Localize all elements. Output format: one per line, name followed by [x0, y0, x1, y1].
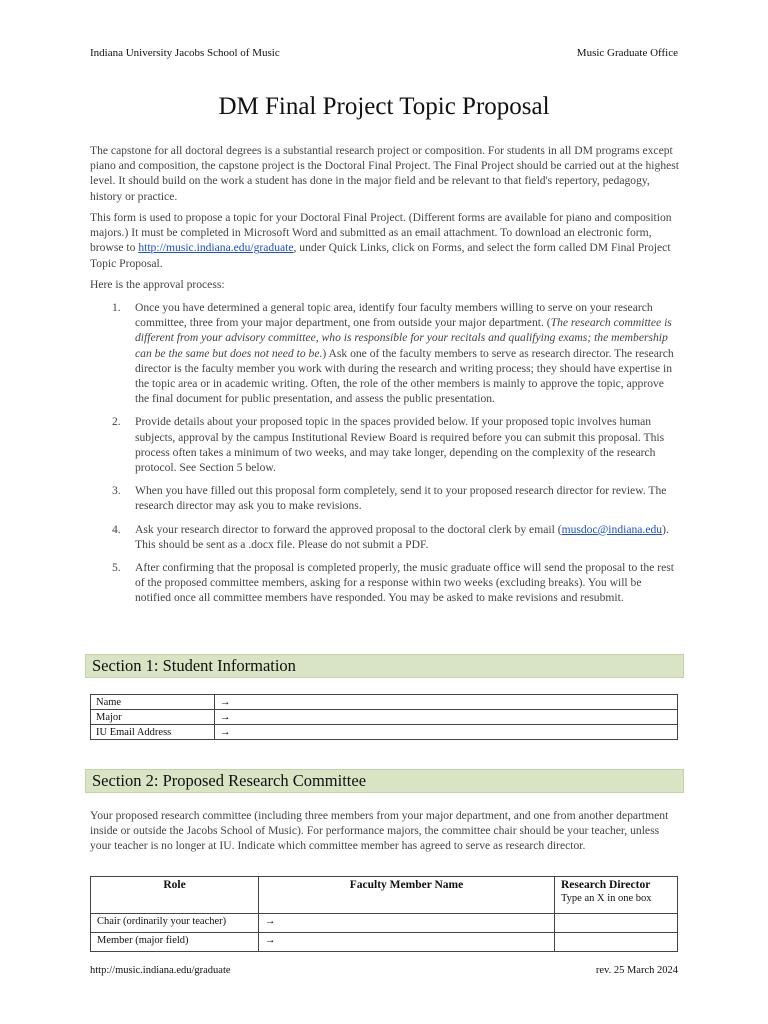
major-field[interactable]: →: [215, 710, 678, 725]
footer-url: http://music.indiana.edu/graduate: [90, 965, 231, 976]
doctoral-clerk-email-link[interactable]: musdoc@indiana.edu: [561, 522, 663, 536]
email-field[interactable]: →: [215, 725, 678, 740]
approval-step-3: [90, 483, 680, 513]
committee-header-row: [91, 877, 678, 914]
research-director-header-label: Research Director: [561, 879, 651, 891]
step-1-italic-note: The research committee is different from your advisory committee, who is responsible for your recitals and qualifying exams; the membership can be the same but does not need to be.: [135, 316, 672, 360]
step-2-text: Provide details about your proposed topic in the spaces provided below. If your proposed topic involves human subjects, approval by the campus Institutional Review Board is required before you can submit this proposal. This process often takes a minimum of two weeks, and may take longer, depending on the complexity of the research protocol. See Section 5 below.: [135, 415, 665, 475]
role-column-header: Role: [91, 877, 259, 914]
step-1-text-after: ) Ask one of the faculty members to serve as research director. The research director is the faculty member you work with during the research and writing process; they should have expertise in the topic area or in academic writing. Often, the role of the other members is mainly to approve the topic, approve the final document for public presentation, and assess the public presentation.: [135, 346, 674, 406]
step-4-text-after: ). This should be sent as a .docx file. Please do not submit a PDF.: [135, 522, 669, 551]
member-name-field[interactable]: →: [259, 933, 555, 952]
table-row: [91, 695, 678, 710]
intro-p2-text-before: This form is used to propose a topic for your Doctoral Final Project. (Different forms are available for piano and composition majors.) It must be completed in Microsoft Word and submitted as an email attachment. To download an electronic form, browse to: [90, 211, 672, 255]
committee-description: Your proposed research committee (including three members from your major department, and one from another department inside or outside the Jacobs School of Music). For performance majors, the committee chair should be your teacher, unless your teacher is no longer at IU. Indicate which committee member has agreed to serve as research director.: [90, 809, 669, 853]
footer-revision-date: rev. 25 March 2024: [595, 965, 678, 976]
member-director-checkbox-cell[interactable]: [555, 933, 678, 952]
research-director-column-header: [555, 877, 678, 914]
committee-table: [90, 876, 678, 952]
name-field[interactable]: →: [215, 695, 678, 710]
table-row: [91, 725, 678, 740]
step-4-text-before: Ask your research director to forward the approved proposal to the doctoral clerk by email (: [135, 522, 562, 536]
table-row: [91, 710, 678, 725]
step-number: 1.: [112, 301, 121, 314]
approval-step-1: [90, 300, 680, 406]
page-title: DM Final Project Topic Proposal: [218, 93, 550, 120]
student-info-table: [90, 694, 678, 740]
step-3-text: When you have filled out this proposal form completely, send it to your proposed research director for review. The research director may ask you to make revisions.: [135, 484, 667, 513]
approval-steps-list: [90, 300, 680, 614]
step-1-text-before: Once you have determined a general topic area, identify four faculty members willing to serve on your research committee, three from your major department, one from outside your major department. (: [135, 301, 653, 330]
name-label: Name: [91, 695, 215, 710]
chair-role-label: Chair (ordinarily your teacher): [91, 914, 259, 933]
faculty-name-column-header: Faculty Member Name: [259, 877, 555, 914]
intro-paragraph-3: Here is the approval process:: [90, 278, 225, 291]
research-director-instruction: Type an X in one box: [561, 893, 652, 904]
table-row: [91, 933, 678, 952]
section-2-heading: Section 2: Proposed Research Committee: [85, 769, 684, 793]
major-label: Major: [91, 710, 215, 725]
step-number: 5.: [112, 561, 121, 575]
approval-step-5: [90, 560, 680, 606]
approval-step-2: [90, 414, 680, 475]
step-number: 2.: [112, 415, 121, 429]
header-institution: Indiana University Jacobs School of Music: [90, 47, 280, 59]
step-5-text: After confirming that the proposal is completed properly, the music graduate office will send the proposal to the rest of the proposed committee members, asking for a response within two weeks (excluding breaks). You will be notified once all committee members have responded. You may be asked to make revisions and resubmit.: [135, 561, 674, 605]
intro-p2-text-after: , under Quick Links, click on Forms, and select the form called DM Final Project Topic Proposal.: [90, 241, 671, 270]
intro-paragraph-1: The capstone for all doctoral degrees is a substantial research project or composition. For students in all DM programs except piano and composition, the capstone project is the Doctoral Final Project. The Final Project should be carried out at the highest level. It should build on the work a student has done in the major field and be relevant to that field's repertory, pedagogy, history or practice.: [90, 144, 679, 203]
step-number: 4.: [112, 522, 121, 536]
header-office: Music Graduate Office: [576, 47, 678, 59]
graduate-website-link[interactable]: http://music.indiana.edu/graduate: [138, 241, 294, 255]
email-label: IU Email Address: [91, 725, 215, 740]
intro-paragraph-2: [90, 210, 680, 271]
table-row: [91, 914, 678, 933]
step-number: 3.: [112, 484, 121, 498]
chair-name-field[interactable]: →: [259, 914, 555, 933]
member-role-label: Member (major field): [91, 933, 259, 952]
section-1-heading: Section 1: Student Information: [85, 654, 684, 678]
chair-director-checkbox-cell[interactable]: [555, 914, 678, 933]
approval-step-4: [90, 522, 680, 552]
